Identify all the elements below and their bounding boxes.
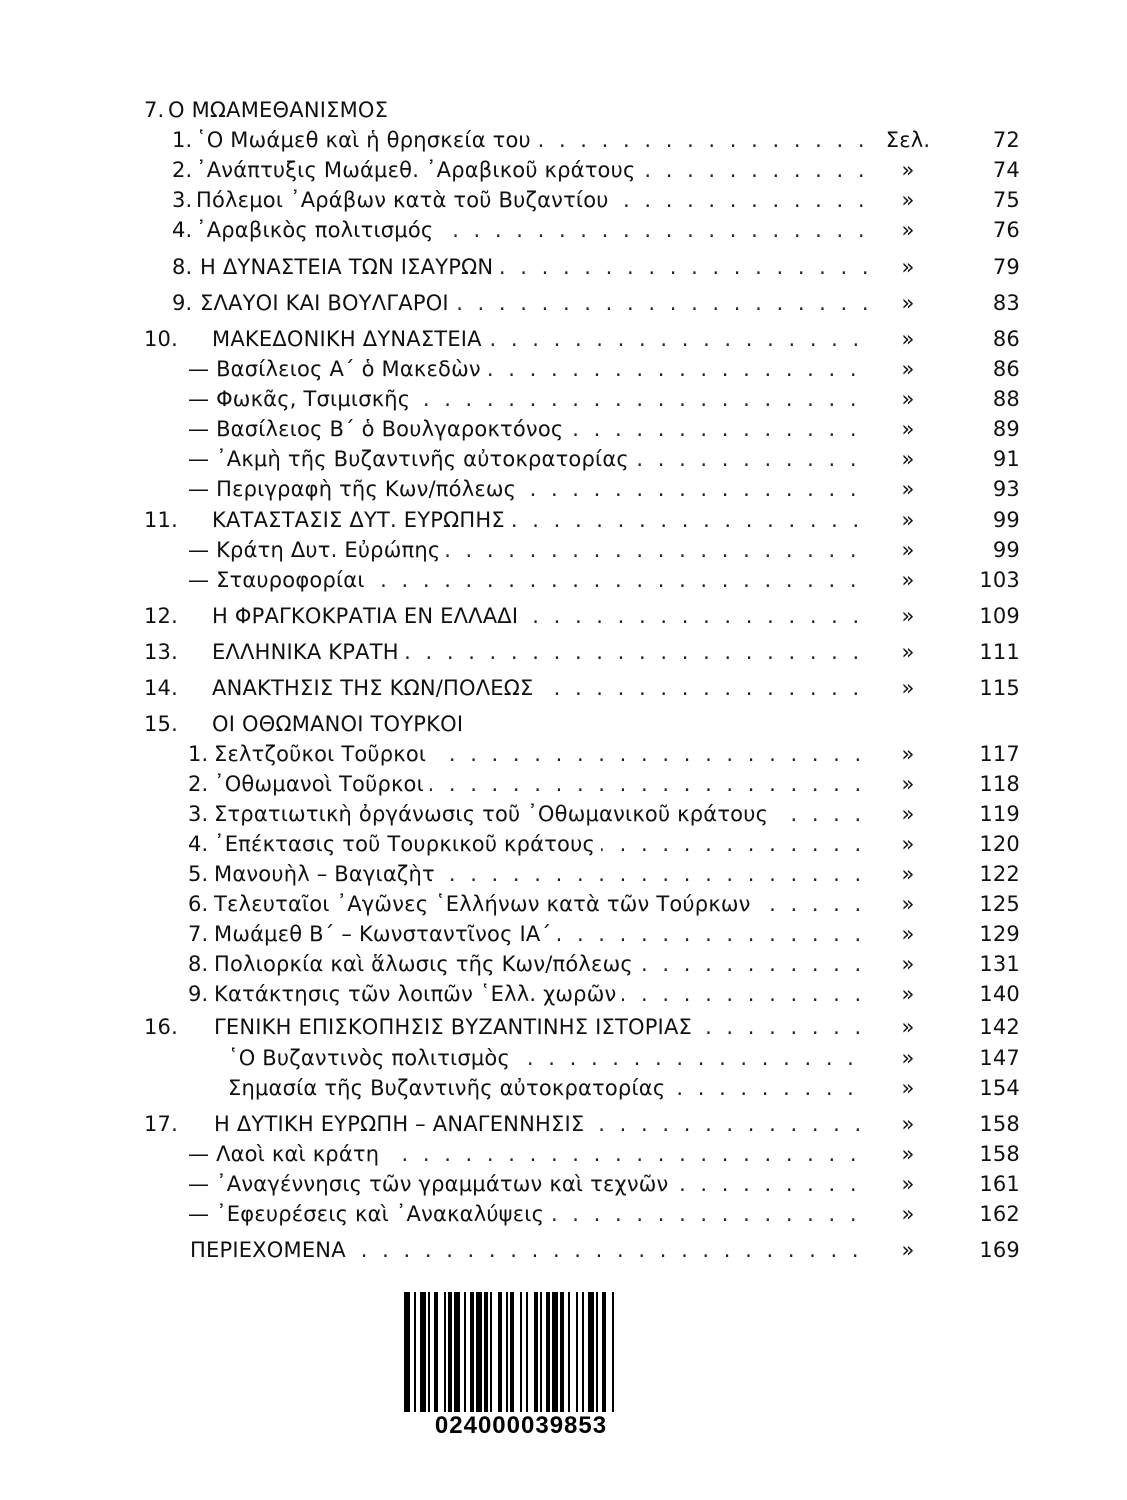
toc-entry-page-marker: » xyxy=(901,357,915,381)
toc-entry-page-marker: » xyxy=(901,1202,915,1226)
toc-entry-page-marker: » xyxy=(901,477,915,501)
toc-entry-number: 9. xyxy=(172,291,193,315)
barcode-bar xyxy=(546,1292,550,1412)
toc-entry-title: Ο ΜΩΑΜΕΘΑΝΙΣΜΟΣ xyxy=(168,95,868,125)
toc-entry xyxy=(0,979,1127,1009)
toc-entry-title: ΚΑΤΑΣΤΑΣΙΣ ΔΥΤ. ΕΥΡΩΠΗΣ . . . xyxy=(212,505,868,535)
toc-entry xyxy=(0,1235,1127,1265)
toc-entry-page-marker: » xyxy=(901,892,915,916)
toc-entry xyxy=(0,949,1127,979)
toc-entry-page: 99 xyxy=(992,508,1020,532)
toc-entry-page: 122 xyxy=(979,862,1020,886)
toc-entry-page: 161 xyxy=(979,1172,1020,1196)
toc-entry-page-marker: » xyxy=(901,676,915,700)
toc-entry xyxy=(0,288,1127,318)
toc-entry xyxy=(0,384,1127,414)
toc-entry-number: 10. xyxy=(144,327,178,351)
toc-entry xyxy=(0,215,1127,245)
toc-entry-title: ᾿Ανάπτυξις Μωάμεθ. ᾿Αραβικοῦ κράτους . . . xyxy=(196,155,868,185)
toc-entry-number: 12. xyxy=(144,604,178,628)
toc-entry-title: Η ΔΥΤΙΚΗ ΕΥΡΩΠΗ – ΑΝΑΓΕΝΝΗΣΙΣ . . . xyxy=(214,1109,868,1139)
toc-entry xyxy=(0,324,1127,354)
toc-entry-page: 158 xyxy=(979,1142,1020,1166)
barcode-bar xyxy=(404,1292,410,1412)
toc-entry-page-marker: » xyxy=(901,1142,915,1166)
toc-entry-title: Μωάμεθ Β΄ – Κωνσταντῖνος ΙΑ΄ . . . xyxy=(214,919,868,949)
toc-entry-title: Στρατιωτικὴ ὀργάνωσις τοῦ ᾿Οθωμανικοῦ κράτους . . . xyxy=(214,799,868,829)
toc-entry-number: 3. xyxy=(188,802,209,826)
toc-entry-page: 131 xyxy=(979,952,1020,976)
toc-entry xyxy=(0,673,1127,703)
toc-entry-page-marker: » xyxy=(901,922,915,946)
toc-entry-title: — Φωκᾶς, Τσιμισκῆς . . . xyxy=(188,384,868,414)
toc-entry xyxy=(0,535,1127,565)
toc-entry xyxy=(0,799,1127,829)
toc-entry-page-marker: » xyxy=(901,568,915,592)
toc-entry xyxy=(0,769,1127,799)
toc-entry-title: Σελτζοῦκοι Τοῦρκοι . . . xyxy=(214,739,868,769)
toc-entry xyxy=(0,1109,1127,1139)
toc-entry-page: 75 xyxy=(992,188,1020,212)
toc-entry-page: 76 xyxy=(992,218,1020,242)
barcode-bar xyxy=(534,1292,538,1412)
toc-entry-page: 142 xyxy=(979,1015,1020,1039)
barcode-bar xyxy=(470,1292,474,1412)
toc-entry-number: 14. xyxy=(144,676,178,700)
toc-entry-title: ᾿Οθωμανοὶ Τοῦρκοι . . . xyxy=(214,769,868,799)
toc-entry-title: ΓΕΝΙΚΗ ΕΠΙΣΚΟΠΗΣΙΣ ΒΥΖΑΝΤΙΝΗΣ ΙΣΤΟΡΙΑΣ . . . xyxy=(214,1012,868,1042)
barcode-bar xyxy=(520,1292,522,1412)
toc-entry-title: ΕΛΛΗΝΙΚΑ ΚΡΑΤΗ . . . xyxy=(212,637,868,667)
barcode-bar xyxy=(448,1292,452,1412)
toc-entry-page: 129 xyxy=(979,922,1020,946)
toc-entry-number: 6. xyxy=(188,892,209,916)
toc-entry-page: 125 xyxy=(979,892,1020,916)
toc-entry xyxy=(0,125,1127,155)
toc-entry-number: 2. xyxy=(172,158,193,182)
barcode-bar xyxy=(428,1292,430,1412)
toc-entry-title: Πόλεμοι ᾿Αράβων κατὰ τοῦ Βυζαντίου . . . xyxy=(196,185,868,215)
toc-entry-page-marker: » xyxy=(901,802,915,826)
toc-entry-title: ῾Ο Βυζαντινὸς πολιτισμὸς . . . xyxy=(228,1043,868,1073)
toc-entry-title: — Βασίλειος Β΄ ὁ Βουλγαροκτόνος . . . xyxy=(188,414,868,444)
barcode-bar xyxy=(414,1292,416,1412)
toc-entry-page-marker: » xyxy=(901,291,915,315)
toc-entry-page: 83 xyxy=(992,291,1020,315)
toc-entry xyxy=(0,637,1127,667)
toc-entry-page: 86 xyxy=(992,327,1020,351)
toc-entry-title: — Βασίλειος Α΄ ὁ Μακεδὼν . . . xyxy=(188,354,868,384)
toc-entry-title: — ᾿Εφευρέσεις καὶ ᾿Ανακαλύψεις . . . xyxy=(188,1199,868,1229)
toc-entry xyxy=(0,1199,1127,1229)
toc-entry-page-marker: » xyxy=(901,387,915,411)
toc-entry-page: 162 xyxy=(979,1202,1020,1226)
toc-entry-number: 8. xyxy=(172,255,193,279)
toc-entry-page: 93 xyxy=(992,477,1020,501)
toc-entry-title: ῾Ο Μωάμεθ καὶ ἡ θρησκεία του . . . xyxy=(196,125,868,155)
barcode-bar xyxy=(560,1292,564,1412)
toc-entry-page-marker: » xyxy=(901,1046,915,1070)
barcode-bar xyxy=(510,1292,514,1412)
barcode-bar xyxy=(576,1292,578,1412)
toc-entry-title: ᾿Επέκτασις τοῦ Τουρκικοῦ κράτους . . . xyxy=(214,829,868,859)
toc-entry xyxy=(0,414,1127,444)
toc-entry xyxy=(0,919,1127,949)
toc-entry-number: 1. xyxy=(172,128,193,152)
barcode-bar xyxy=(588,1292,594,1412)
barcode-bars xyxy=(404,1292,638,1412)
barcode-bar xyxy=(526,1292,528,1412)
toc-entry-number: 3. xyxy=(172,188,193,212)
toc-entry-page-marker: » xyxy=(901,1172,915,1196)
barcode-number: 024000039853 xyxy=(434,1412,608,1439)
toc-entry-number: 17. xyxy=(144,1112,178,1136)
toc-entry-title: — Σταυροφορίαι . . . xyxy=(188,565,868,595)
barcode-bar xyxy=(552,1292,558,1412)
toc-entry-number: 2. xyxy=(188,772,209,796)
toc-entry xyxy=(0,252,1127,282)
toc-entry-page: 99 xyxy=(992,538,1020,562)
barcode-bar xyxy=(434,1292,438,1412)
toc-entry-page-marker: » xyxy=(901,952,915,976)
toc-entry xyxy=(0,185,1127,215)
toc-entry-title: — ᾿Αναγέννησις τῶν γραμμάτων καὶ τεχνῶν . . . xyxy=(188,1169,868,1199)
barcode-bar xyxy=(490,1292,492,1412)
toc-entry-title: — Περιγραφὴ τῆς Κων/πόλεως . . . xyxy=(188,474,868,504)
toc-entry-number: 7. xyxy=(144,98,165,122)
toc-entry-page-marker: » xyxy=(901,772,915,796)
toc-entry-title: Μανουὴλ – Βαγιαζὴτ . . . xyxy=(214,859,868,889)
toc-entry-page-marker: » xyxy=(901,1238,915,1262)
barcode-bar xyxy=(612,1292,614,1412)
toc-entry-number: 9. xyxy=(188,982,209,1006)
toc-entry-page-marker: » xyxy=(901,188,915,212)
toc-entry xyxy=(0,889,1127,919)
toc-entry xyxy=(0,505,1127,535)
toc-entry-page-marker: » xyxy=(901,158,915,182)
toc-entry-title: ᾿Αραβικὸς πολιτισμός . . . xyxy=(196,215,868,245)
toc-entry xyxy=(0,474,1127,504)
barcode-bar xyxy=(476,1292,482,1412)
toc-entry-page: 74 xyxy=(992,158,1020,182)
toc-entry-page-marker: » xyxy=(901,417,915,441)
toc-entry-page-marker: » xyxy=(901,447,915,471)
toc-entry-page-marker: » xyxy=(901,538,915,562)
toc-entry-number: 13. xyxy=(144,640,178,664)
toc-entry xyxy=(0,1139,1127,1169)
toc-entry xyxy=(0,859,1127,889)
toc-entry xyxy=(0,739,1127,769)
toc-entry-page: 169 xyxy=(979,1238,1020,1262)
toc-entry-title: Σημασία τῆς Βυζαντινῆς αὐτοκρατορίας . . . xyxy=(228,1073,868,1103)
toc-entry-number: 4. xyxy=(188,832,209,856)
toc-entry xyxy=(0,601,1127,631)
toc-entry xyxy=(0,444,1127,474)
toc-entry-page: 154 xyxy=(979,1076,1020,1100)
toc-entry xyxy=(0,155,1127,185)
toc-entry-number: 11. xyxy=(144,508,178,532)
barcode-bar xyxy=(454,1292,460,1412)
toc-entry-title: ΟΙ ΟΘΩΜΑΝΟΙ ΤΟΥΡΚΟΙ xyxy=(212,709,868,739)
toc-entry-page: 147 xyxy=(979,1046,1020,1070)
toc-entry-page: 91 xyxy=(992,447,1020,471)
toc-entry-page: 120 xyxy=(979,832,1020,856)
toc-entry-page-marker: » xyxy=(901,1015,915,1039)
toc-entry-page: 140 xyxy=(979,982,1020,1006)
toc-entry-page-marker: » xyxy=(901,1076,915,1100)
toc-entry xyxy=(0,1043,1127,1073)
barcode-bar xyxy=(540,1292,542,1412)
barcode-bar xyxy=(420,1292,426,1412)
toc-entry-page: 158 xyxy=(979,1112,1020,1136)
toc-entry-page-marker: » xyxy=(901,604,915,628)
toc-entry-title: Πολιορκία καὶ ἅλωσις τῆς Κων/πόλεως . . . xyxy=(214,949,868,979)
toc-entry-page: 119 xyxy=(979,802,1020,826)
toc-entry-number: 8. xyxy=(188,952,209,976)
toc-entry-page: 79 xyxy=(992,255,1020,279)
toc-entry xyxy=(0,1012,1127,1042)
barcode-bar xyxy=(602,1292,606,1412)
toc-entry xyxy=(0,95,1127,125)
toc-entry xyxy=(0,354,1127,384)
toc-entry-number: 15. xyxy=(144,712,178,736)
toc-entry-number: 1. xyxy=(188,742,209,766)
toc-entry-title: — Λαοὶ καὶ κράτη . . . xyxy=(188,1139,868,1169)
toc-entry xyxy=(0,1169,1127,1199)
toc-entry-title: ΑΝΑΚΤΗΣΙΣ ΤΗΣ ΚΩΝ/ΠΟΛΕΩΣ . . . xyxy=(212,673,868,703)
toc-entry-page: 109 xyxy=(979,604,1020,628)
toc-entry xyxy=(0,829,1127,859)
toc-entry-number: 5. xyxy=(188,862,209,886)
toc-entry-title: ΠΕΡΙΕΧΟΜΕΝΑ . . . xyxy=(190,1235,868,1265)
toc-entry-page-marker: » xyxy=(901,218,915,242)
toc-entry-page-marker: » xyxy=(901,982,915,1006)
toc-entry-title: Η ΔΥΝΑΣΤΕΙΑ ΤΩΝ ΙΣΑΥΡΩΝ . . . xyxy=(200,252,868,282)
toc-entry-title: Τελευταῖοι ᾿Αγῶνες ῾Ελλήνων κατὰ τῶν Τούρκων . . . xyxy=(214,889,868,919)
toc-entry-page-marker: » xyxy=(901,327,915,351)
toc-entry-title: ΣΛΑΥΟΙ ΚΑΙ ΒΟΥΛΓΑΡΟΙ . . . xyxy=(200,288,868,318)
toc-entry-title: Η ΦΡΑΓΚΟΚΡΑΤΙΑ ΕΝ ΕΛΛΑΔΙ . . . xyxy=(212,601,868,631)
toc-entry-number: 4. xyxy=(172,218,193,242)
toc-entry-page: 86 xyxy=(992,357,1020,381)
toc-entry-number: 7. xyxy=(188,922,209,946)
toc-entry-title: — Κράτη Δυτ. Εὐρώπης . . . xyxy=(188,535,868,565)
barcode-bar xyxy=(498,1292,502,1412)
toc-entry-page: 103 xyxy=(979,568,1020,592)
toc-entry xyxy=(0,1073,1127,1103)
toc-entry-page: 88 xyxy=(992,387,1020,411)
toc-entry-page: 117 xyxy=(979,742,1020,766)
toc-entry xyxy=(0,709,1127,739)
barcode-bar xyxy=(444,1292,446,1412)
toc-entry-page: 72 xyxy=(992,128,1020,152)
barcode-bar xyxy=(582,1292,584,1412)
barcode-bar xyxy=(484,1292,488,1412)
toc-entry-page-marker: » xyxy=(901,742,915,766)
toc-entry xyxy=(0,565,1127,595)
toc-entry-page-marker: » xyxy=(901,255,915,279)
toc-entry-title: Κατάκτησις τῶν λοιπῶν ῾Ελλ. χωρῶν . . . xyxy=(214,979,868,1009)
toc-entry-page: 115 xyxy=(979,676,1020,700)
toc-entry-title: ΜΑΚΕΔΟΝΙΚΗ ΔΥΝΑΣΤΕΙΑ . . . xyxy=(212,324,868,354)
toc-entry-page-marker: » xyxy=(901,1112,915,1136)
barcode-bar xyxy=(506,1292,508,1412)
toc-entry-page-marker: Σελ. xyxy=(885,128,931,152)
toc-entry-page-marker: » xyxy=(901,640,915,664)
barcode-bar xyxy=(568,1292,570,1412)
toc-entry-title: — ᾿Ακμὴ τῆς Βυζαντινῆς αὐτοκρατορίας . . . xyxy=(188,444,868,474)
toc-entry-page-marker: » xyxy=(901,508,915,532)
toc-entry-page: 89 xyxy=(992,417,1020,441)
toc-entry-page: 111 xyxy=(979,640,1020,664)
barcode-bar xyxy=(596,1292,598,1412)
toc-entry-page-marker: » xyxy=(901,832,915,856)
toc-entry-number: 16. xyxy=(144,1015,178,1039)
barcode-bar xyxy=(464,1292,466,1412)
toc-entry-page: 118 xyxy=(979,772,1020,796)
barcode xyxy=(398,1288,644,1450)
toc-entry-page-marker: » xyxy=(901,862,915,886)
